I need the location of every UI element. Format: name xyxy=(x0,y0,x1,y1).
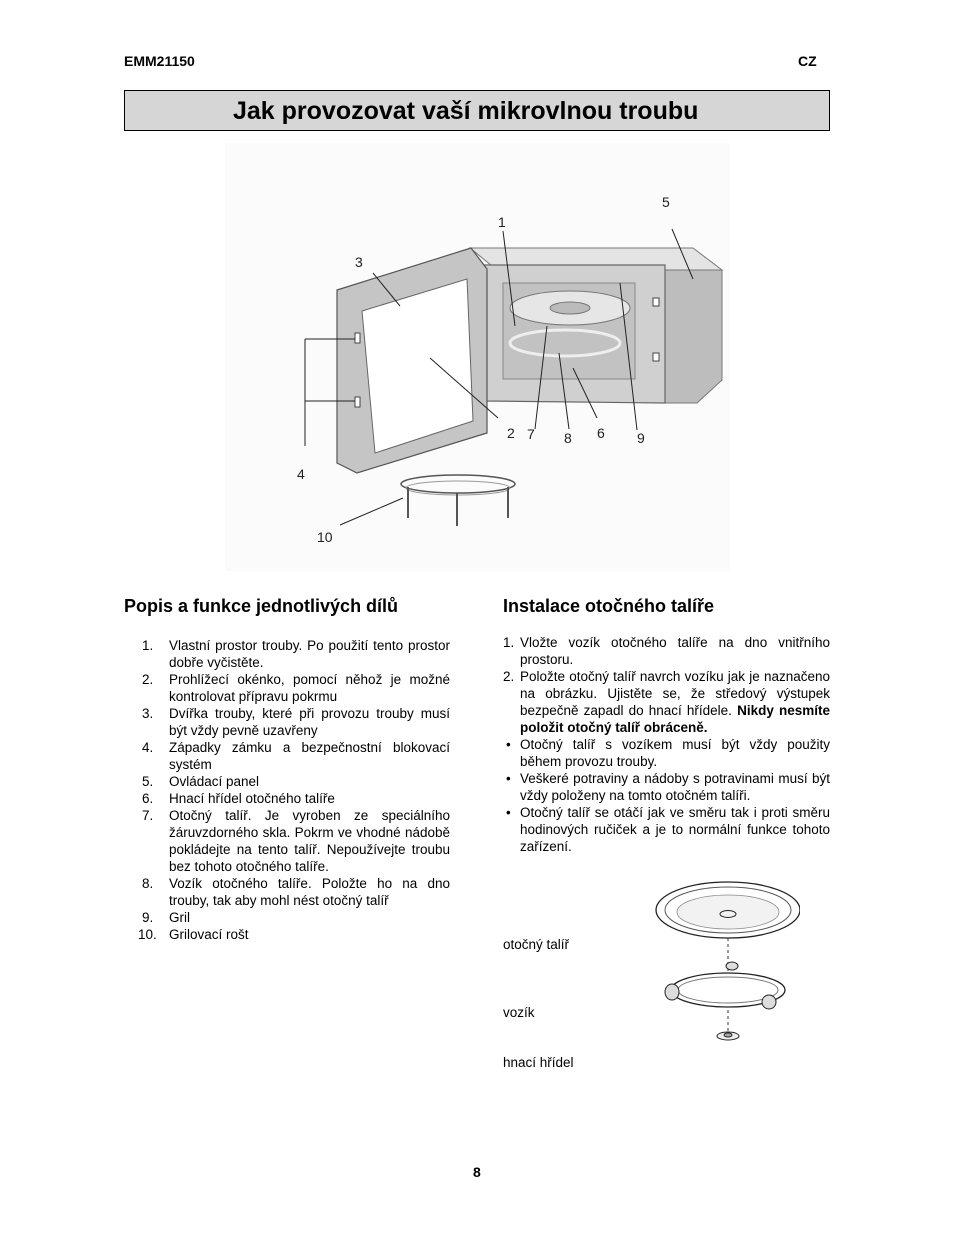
list-item: 1. Vložte vozík otočného talíře na dno vnitřního prostoru. xyxy=(503,635,830,667)
install-heading: Instalace otočného talíře xyxy=(503,596,715,616)
list-item: 9. Gril xyxy=(142,910,190,925)
list-item: 2. Prohlížecí okénko, pomocí něhož je možné kontrolovat přípravu pokrmu xyxy=(142,672,450,704)
turntable-diagram xyxy=(650,878,800,1048)
callout-5: 5 xyxy=(662,194,670,210)
callout-9: 9 xyxy=(637,430,645,446)
title-banner xyxy=(124,90,830,131)
parts-list xyxy=(124,637,450,943)
callout-3: 3 xyxy=(355,254,363,270)
microwave-illustration xyxy=(225,143,730,571)
shaft-label: hnací hřídel xyxy=(503,1055,574,1070)
install-steps xyxy=(503,634,830,855)
language-code: CZ xyxy=(798,53,817,69)
list-item: 10. Grilovací rošt xyxy=(138,927,249,942)
list-item: 6. Hnací hřídel otočného talíře xyxy=(142,791,335,806)
list-item: 3. Dvířka trouby, které při provozu trouby musí být vždy pevně uzavřeny xyxy=(142,706,450,738)
page-number: 8 xyxy=(473,1164,481,1180)
model-number: EMM21150 xyxy=(124,53,195,69)
list-item: 7. Otočný talíř. Je vyroben ze speciálního žáruvzdorného skla. Pokrm ve vhodné nádobě pokládejte na tento talíř. Nepoužívejte troubu bez tohoto otočného talíře. xyxy=(142,808,450,874)
callout-6: 6 xyxy=(597,425,605,441)
list-item: 2. Položte otočný talíř navrch vozíku jak je naznačeno na obrázku. Ujistěte se, že středový výstupek bezpečně zapadl do hnací hřídele. Nikdy nesmíte položit otočný talíř obráceně. xyxy=(503,669,830,735)
plate-label: otočný talíř xyxy=(503,937,570,952)
callout-2: 2 xyxy=(507,425,515,441)
list-item: 5. Ovládací panel xyxy=(142,774,260,789)
callout-7: 7 xyxy=(527,426,535,442)
callout-4: 4 xyxy=(297,466,305,482)
list-item: • Otočný talíř s vozíkem musí být vždy použity během provozu trouby. xyxy=(506,737,830,769)
callout-8: 8 xyxy=(564,430,572,446)
list-item: 1. Vlastní prostor trouby. Po použití tento prostor dobře vyčistěte. xyxy=(142,638,450,670)
list-item: • Otočný talíř se otáčí jak ve směru tak i proti směru hodinových ručiček a je to normální funkce tohoto zařízení. xyxy=(506,805,830,854)
callout-1: 1 xyxy=(498,214,506,230)
list-item: 4. Západky zámku a bezpečnostní blokovací systém xyxy=(142,740,450,772)
list-item: 8. Vozík otočného talíře. Položte ho na dno trouby, tak aby mohl nést otočný talíř xyxy=(142,876,450,908)
roller-label: vozík xyxy=(503,1005,535,1020)
page-title: Jak provozovat vaší mikrovlnou troubu xyxy=(233,97,699,125)
callout-10: 10 xyxy=(317,529,333,545)
list-item: • Veškeré potraviny a nádoby s potravinami musí být vždy položeny na tomto otočném talíři. xyxy=(506,771,830,803)
parts-heading: Popis a funkce jednotlivých dílů xyxy=(124,596,399,616)
